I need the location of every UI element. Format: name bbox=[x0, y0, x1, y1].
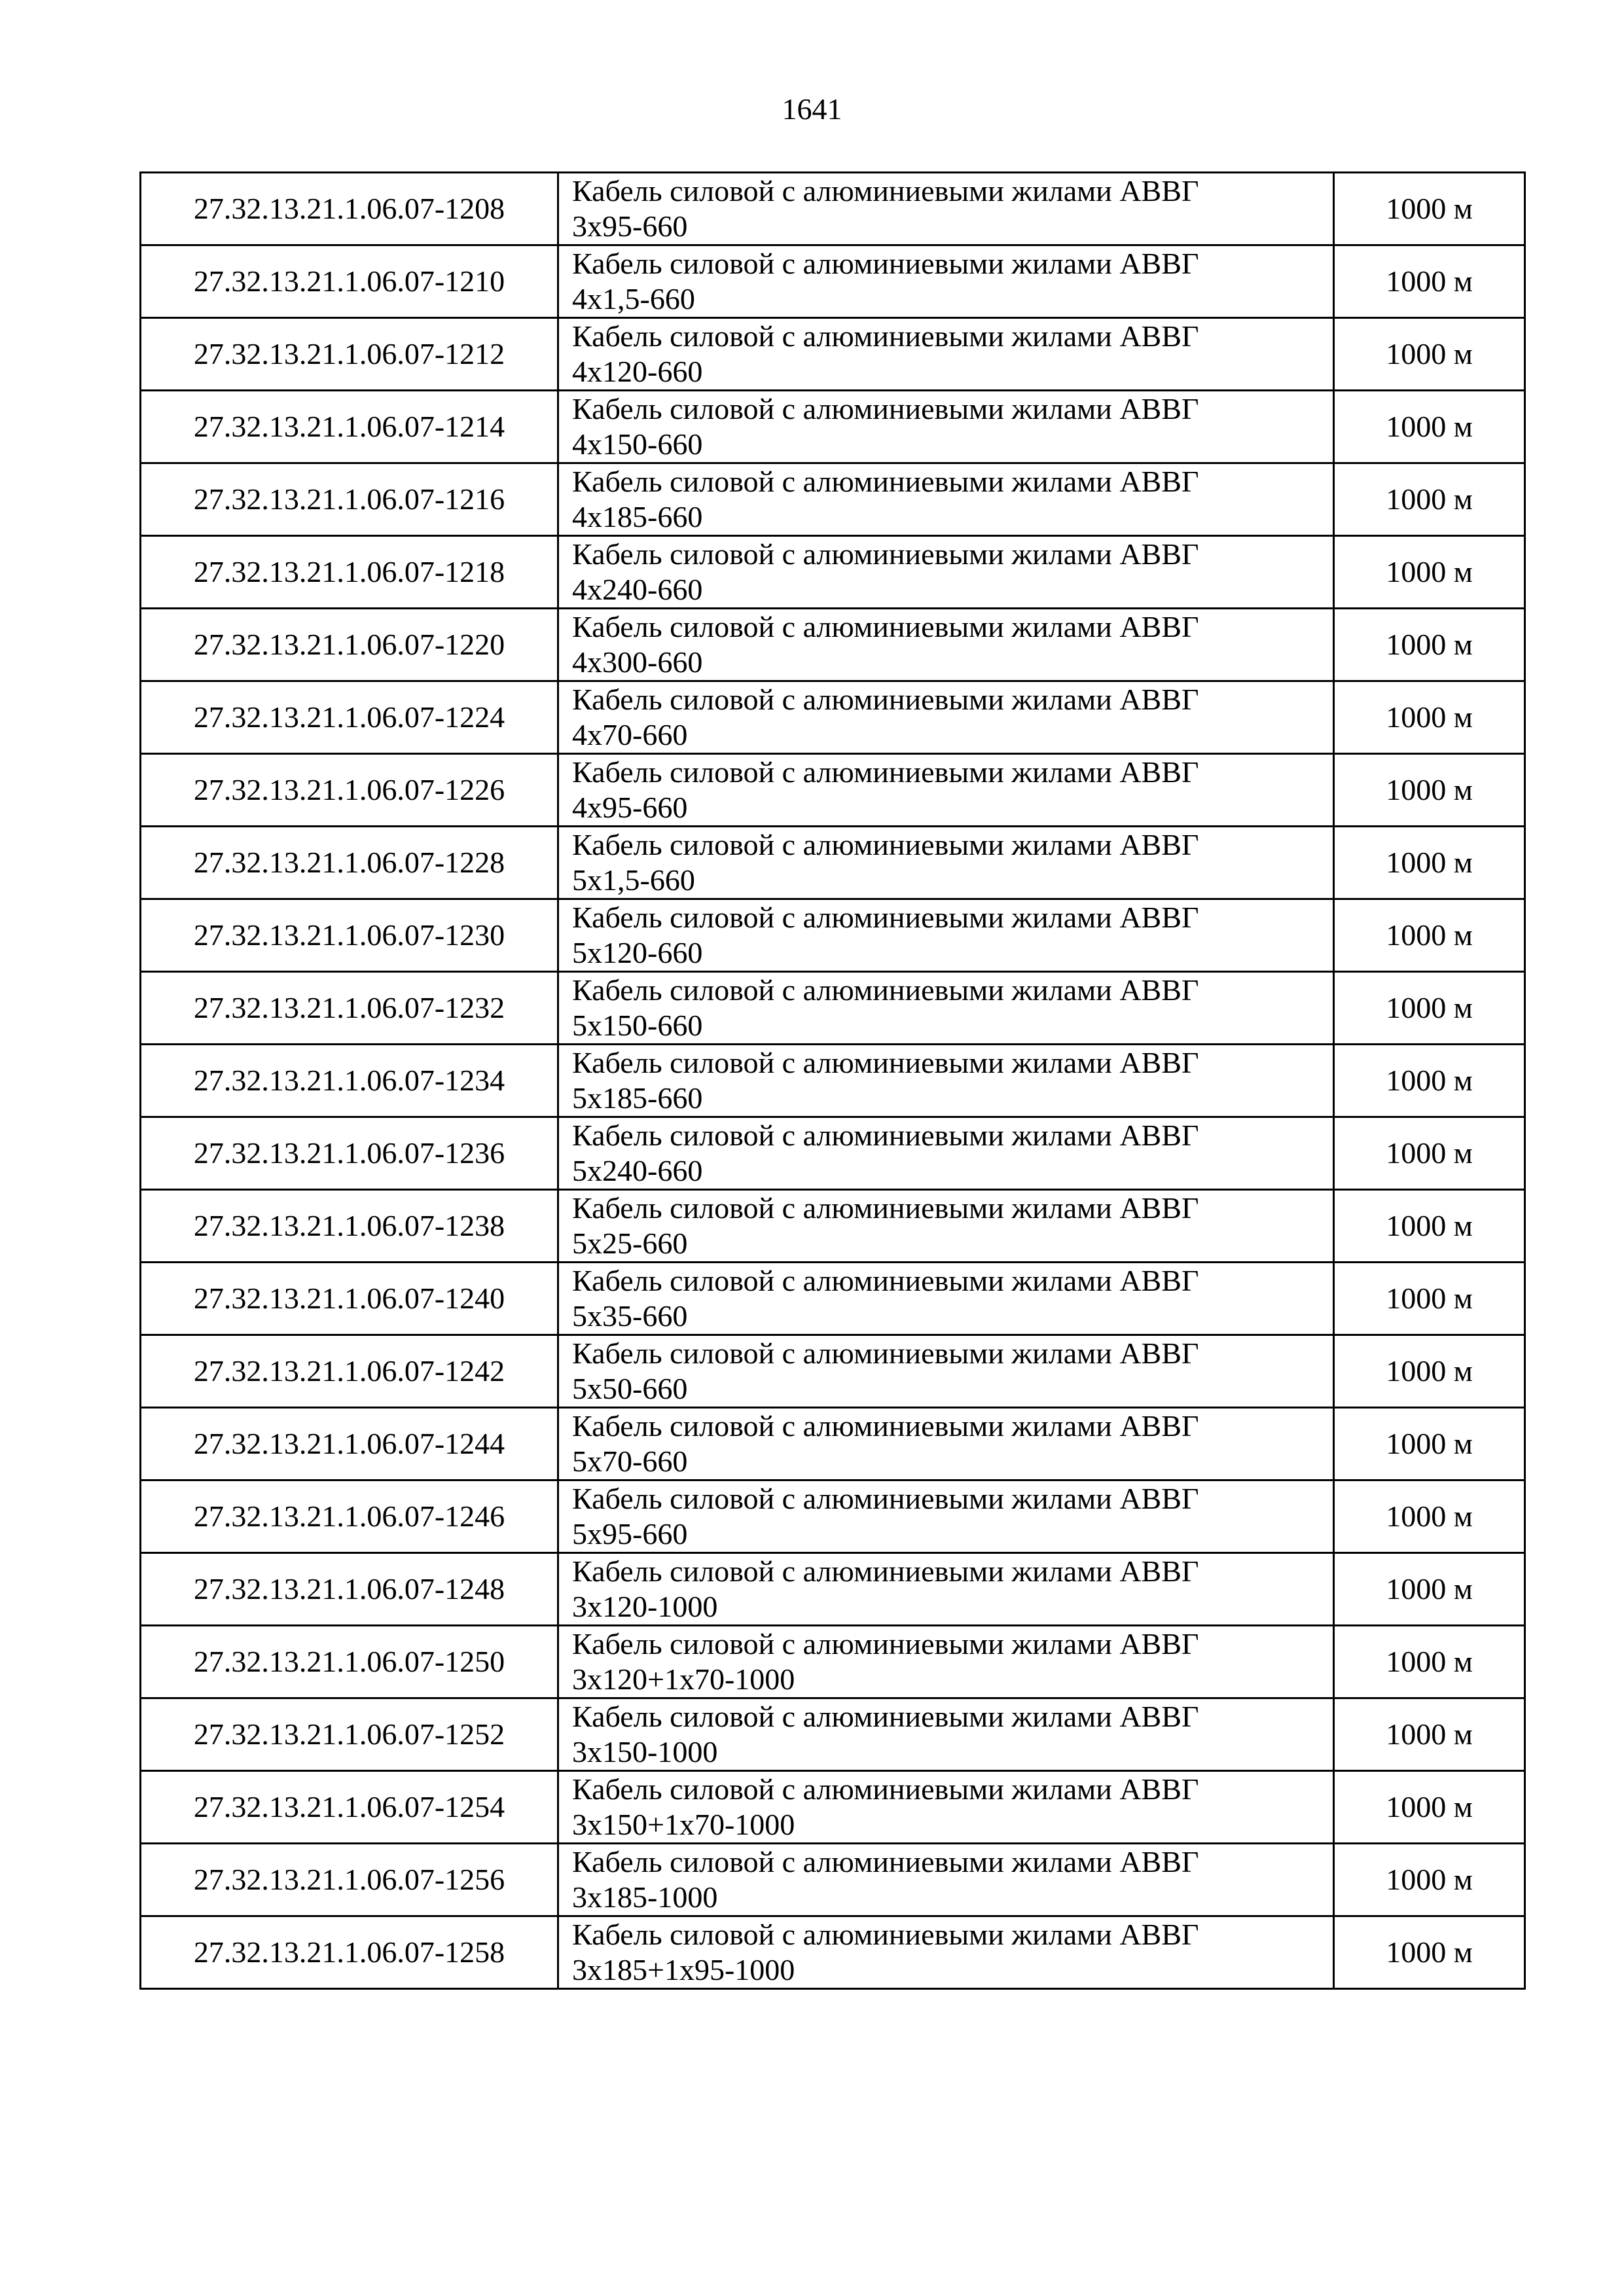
resource-name-cell bbox=[558, 972, 1334, 1045]
table-row bbox=[141, 1190, 1525, 1263]
resource-name-cell bbox=[558, 391, 1334, 463]
resource-name-cell bbox=[558, 1844, 1334, 1916]
resource-name-line-1: Кабель силовой с алюминиевыми жилами АВВГ bbox=[572, 392, 1199, 425]
page-number: 1641 bbox=[782, 92, 842, 126]
resource-name-cell bbox=[558, 173, 1334, 245]
resource-code-cell: 27.32.13.21.1.06.07-1218 bbox=[141, 536, 558, 609]
resource-name-cell bbox=[558, 1553, 1334, 1626]
resource-code-cell: 27.32.13.21.1.06.07-1250 bbox=[141, 1626, 558, 1698]
unit-cell: 1000 м bbox=[1334, 1190, 1525, 1263]
resource-name-line-2: 5х25-660 bbox=[572, 1227, 688, 1260]
table-row bbox=[141, 1698, 1525, 1771]
resource-name-cell bbox=[558, 318, 1334, 391]
unit-cell: 1000 м bbox=[1334, 1480, 1525, 1553]
table-row bbox=[141, 972, 1525, 1045]
resource-name-cell bbox=[558, 1045, 1334, 1117]
unit-cell: 1000 м bbox=[1334, 318, 1525, 391]
resource-name-cell bbox=[558, 609, 1334, 681]
resource-name-cell bbox=[558, 1190, 1334, 1263]
resource-name-cell bbox=[558, 1335, 1334, 1408]
resource-name-line-1: Кабель силовой с алюминиевыми жилами АВВГ bbox=[572, 1845, 1199, 1878]
resource-name-line-1: Кабель силовой с алюминиевыми жилами АВВГ bbox=[572, 1918, 1199, 1951]
unit-cell: 1000 м bbox=[1334, 1117, 1525, 1190]
resource-name-line-2: 3х150-1000 bbox=[572, 1735, 718, 1768]
resource-name-line-1: Кабель силовой с алюминиевыми жилами АВВГ bbox=[572, 319, 1199, 353]
unit-cell: 1000 м bbox=[1334, 1335, 1525, 1408]
table-row bbox=[141, 391, 1525, 463]
table-row bbox=[141, 318, 1525, 391]
table-row bbox=[141, 754, 1525, 827]
resource-name-line-1: Кабель силовой с алюминиевыми жилами АВВГ bbox=[572, 1554, 1199, 1588]
resource-name-cell bbox=[558, 536, 1334, 609]
resource-name-line-1: Кабель силовой с алюминиевыми жилами АВВГ bbox=[572, 1409, 1199, 1443]
resource-name-line-2: 3х95-660 bbox=[572, 209, 688, 243]
unit-cell: 1000 м bbox=[1334, 245, 1525, 318]
table-row bbox=[141, 1408, 1525, 1480]
resource-name-cell bbox=[558, 1117, 1334, 1190]
unit-cell: 1000 м bbox=[1334, 391, 1525, 463]
resource-name-cell bbox=[558, 681, 1334, 754]
resource-name-line-2: 4х150-660 bbox=[572, 427, 703, 461]
unit-cell: 1000 м bbox=[1334, 1771, 1525, 1844]
resource-code-cell: 27.32.13.21.1.06.07-1234 bbox=[141, 1045, 558, 1117]
unit-cell: 1000 м bbox=[1334, 1263, 1525, 1335]
table-row bbox=[141, 1553, 1525, 1626]
table-row bbox=[141, 1335, 1525, 1408]
resource-code-cell: 27.32.13.21.1.06.07-1230 bbox=[141, 899, 558, 972]
resource-code-cell: 27.32.13.21.1.06.07-1210 bbox=[141, 245, 558, 318]
unit-cell: 1000 м bbox=[1334, 1916, 1525, 1989]
resource-name-line-1: Кабель силовой с алюминиевыми жилами АВВГ bbox=[572, 537, 1199, 571]
resource-name-line-2: 5х120-660 bbox=[572, 936, 703, 969]
unit-cell: 1000 м bbox=[1334, 681, 1525, 754]
resource-name-line-1: Кабель силовой с алюминиевыми жилами АВВГ bbox=[572, 1119, 1199, 1152]
table-row bbox=[141, 899, 1525, 972]
table-row bbox=[141, 1480, 1525, 1553]
resource-table bbox=[139, 171, 1526, 1990]
resource-name-line-1: Кабель силовой с алюминиевыми жилами АВВГ bbox=[572, 610, 1199, 643]
resource-name-cell bbox=[558, 1626, 1334, 1698]
resource-code-cell: 27.32.13.21.1.06.07-1256 bbox=[141, 1844, 558, 1916]
resource-name-line-1: Кабель силовой с алюминиевыми жилами АВВГ bbox=[572, 828, 1199, 861]
resource-name-line-2: 4х95-660 bbox=[572, 791, 688, 824]
resource-code-cell: 27.32.13.21.1.06.07-1214 bbox=[141, 391, 558, 463]
resource-name-line-1: Кабель силовой с алюминиевыми жилами АВВГ bbox=[572, 1046, 1199, 1079]
unit-cell: 1000 м bbox=[1334, 463, 1525, 536]
table-row bbox=[141, 463, 1525, 536]
resource-name-cell bbox=[558, 1263, 1334, 1335]
resource-name-cell bbox=[558, 1771, 1334, 1844]
resource-code-cell: 27.32.13.21.1.06.07-1232 bbox=[141, 972, 558, 1045]
resource-name-line-2: 4х1,5-660 bbox=[572, 282, 695, 315]
resource-name-line-2: 4х185-660 bbox=[572, 500, 703, 533]
resource-code-cell: 27.32.13.21.1.06.07-1238 bbox=[141, 1190, 558, 1263]
table-body bbox=[141, 173, 1525, 1989]
resource-code-cell: 27.32.13.21.1.06.07-1228 bbox=[141, 827, 558, 899]
resource-name-line-2: 3х120+1х70-1000 bbox=[572, 1662, 795, 1696]
resource-name-line-2: 3х185-1000 bbox=[572, 1880, 718, 1914]
table-row bbox=[141, 245, 1525, 318]
table-row bbox=[141, 1916, 1525, 1989]
resource-name-line-2: 3х185+1х95-1000 bbox=[572, 1953, 795, 1986]
resource-code-cell: 27.32.13.21.1.06.07-1248 bbox=[141, 1553, 558, 1626]
resource-code-cell: 27.32.13.21.1.06.07-1236 bbox=[141, 1117, 558, 1190]
table-row bbox=[141, 609, 1525, 681]
resource-name-line-2: 5х70-660 bbox=[572, 1444, 688, 1478]
resource-code-cell: 27.32.13.21.1.06.07-1258 bbox=[141, 1916, 558, 1989]
resource-name-line-1: Кабель силовой с алюминиевыми жилами АВВГ bbox=[572, 465, 1199, 498]
resource-name-line-2: 5х185-660 bbox=[572, 1081, 703, 1115]
resource-code-cell: 27.32.13.21.1.06.07-1212 bbox=[141, 318, 558, 391]
resource-name-line-1: Кабель силовой с алюминиевыми жилами АВВГ bbox=[572, 901, 1199, 934]
table-row bbox=[141, 1771, 1525, 1844]
resource-name-line-2: 4х120-660 bbox=[572, 355, 703, 388]
resource-name-cell bbox=[558, 1916, 1334, 1989]
resource-name-line-2: 3х150+1х70-1000 bbox=[572, 1808, 795, 1841]
unit-cell: 1000 м bbox=[1334, 1626, 1525, 1698]
table-row bbox=[141, 681, 1525, 754]
unit-cell: 1000 м bbox=[1334, 1553, 1525, 1626]
resource-name-cell bbox=[558, 754, 1334, 827]
resource-name-cell bbox=[558, 463, 1334, 536]
resource-name-line-1: Кабель силовой с алюминиевыми жилами АВВГ bbox=[572, 174, 1199, 207]
table-row bbox=[141, 1045, 1525, 1117]
resource-code-cell: 27.32.13.21.1.06.07-1254 bbox=[141, 1771, 558, 1844]
resource-code-cell: 27.32.13.21.1.06.07-1220 bbox=[141, 609, 558, 681]
resource-code-cell: 27.32.13.21.1.06.07-1208 bbox=[141, 173, 558, 245]
resource-name-line-2: 3х120-1000 bbox=[572, 1590, 718, 1623]
resource-code-cell: 27.32.13.21.1.06.07-1224 bbox=[141, 681, 558, 754]
resource-name-line-1: Кабель силовой с алюминиевыми жилами АВВГ bbox=[572, 1191, 1199, 1225]
resource-name-line-2: 4х70-660 bbox=[572, 718, 688, 751]
resource-name-line-2: 4х240-660 bbox=[572, 573, 703, 606]
resource-name-line-1: Кабель силовой с алюминиевыми жилами АВВГ bbox=[572, 1264, 1199, 1297]
resource-code-cell: 27.32.13.21.1.06.07-1252 bbox=[141, 1698, 558, 1771]
resource-name-line-1: Кабель силовой с алюминиевыми жилами АВВГ bbox=[572, 973, 1199, 1007]
table-row bbox=[141, 1263, 1525, 1335]
resource-name-line-1: Кабель силовой с алюминиевыми жилами АВВГ bbox=[572, 1336, 1199, 1370]
unit-cell: 1000 м bbox=[1334, 1844, 1525, 1916]
unit-cell: 1000 м bbox=[1334, 899, 1525, 972]
resource-name-line-2: 5х1,5-660 bbox=[572, 863, 695, 897]
resource-name-line-1: Кабель силовой с алюминиевыми жилами АВВГ bbox=[572, 1772, 1199, 1806]
resource-code-cell: 27.32.13.21.1.06.07-1242 bbox=[141, 1335, 558, 1408]
table-row bbox=[141, 1626, 1525, 1698]
unit-cell: 1000 м bbox=[1334, 173, 1525, 245]
resource-name-cell bbox=[558, 899, 1334, 972]
resource-name-line-1: Кабель силовой с алюминиевыми жилами АВВГ bbox=[572, 683, 1199, 716]
unit-cell: 1000 м bbox=[1334, 1698, 1525, 1771]
resource-name-cell bbox=[558, 1698, 1334, 1771]
resource-name-line-2: 5х150-660 bbox=[572, 1009, 703, 1042]
resource-code-cell: 27.32.13.21.1.06.07-1216 bbox=[141, 463, 558, 536]
unit-cell: 1000 м bbox=[1334, 754, 1525, 827]
resource-name-line-1: Кабель силовой с алюминиевыми жилами АВВГ bbox=[572, 755, 1199, 789]
resource-name-line-2: 5х50-660 bbox=[572, 1372, 688, 1405]
resource-name-line-2: 5х35-660 bbox=[572, 1299, 688, 1333]
resource-code-cell: 27.32.13.21.1.06.07-1240 bbox=[141, 1263, 558, 1335]
unit-cell: 1000 м bbox=[1334, 972, 1525, 1045]
resource-code-cell: 27.32.13.21.1.06.07-1244 bbox=[141, 1408, 558, 1480]
unit-cell: 1000 м bbox=[1334, 1408, 1525, 1480]
unit-cell: 1000 м bbox=[1334, 536, 1525, 609]
unit-cell: 1000 м bbox=[1334, 827, 1525, 899]
table-row bbox=[141, 536, 1525, 609]
resource-name-line-2: 4х300-660 bbox=[572, 645, 703, 679]
resource-name-cell bbox=[558, 245, 1334, 318]
resource-name-line-2: 5х240-660 bbox=[572, 1154, 703, 1187]
unit-cell: 1000 м bbox=[1334, 1045, 1525, 1117]
unit-cell: 1000 м bbox=[1334, 609, 1525, 681]
resource-name-cell bbox=[558, 1408, 1334, 1480]
table-row bbox=[141, 827, 1525, 899]
resource-code-cell: 27.32.13.21.1.06.07-1246 bbox=[141, 1480, 558, 1553]
resource-code-cell: 27.32.13.21.1.06.07-1226 bbox=[141, 754, 558, 827]
resource-name-cell bbox=[558, 1480, 1334, 1553]
resource-name-line-1: Кабель силовой с алюминиевыми жилами АВВГ bbox=[572, 1482, 1199, 1515]
table-row bbox=[141, 1844, 1525, 1916]
resource-name-line-2: 5х95-660 bbox=[572, 1517, 688, 1551]
resource-name-line-1: Кабель силовой с алюминиевыми жилами АВВГ bbox=[572, 247, 1199, 280]
table-row bbox=[141, 173, 1525, 245]
resource-name-line-1: Кабель силовой с алюминиевыми жилами АВВГ bbox=[572, 1627, 1199, 1660]
table-row bbox=[141, 1117, 1525, 1190]
resource-name-cell bbox=[558, 827, 1334, 899]
resource-name-line-1: Кабель силовой с алюминиевыми жилами АВВГ bbox=[572, 1700, 1199, 1733]
